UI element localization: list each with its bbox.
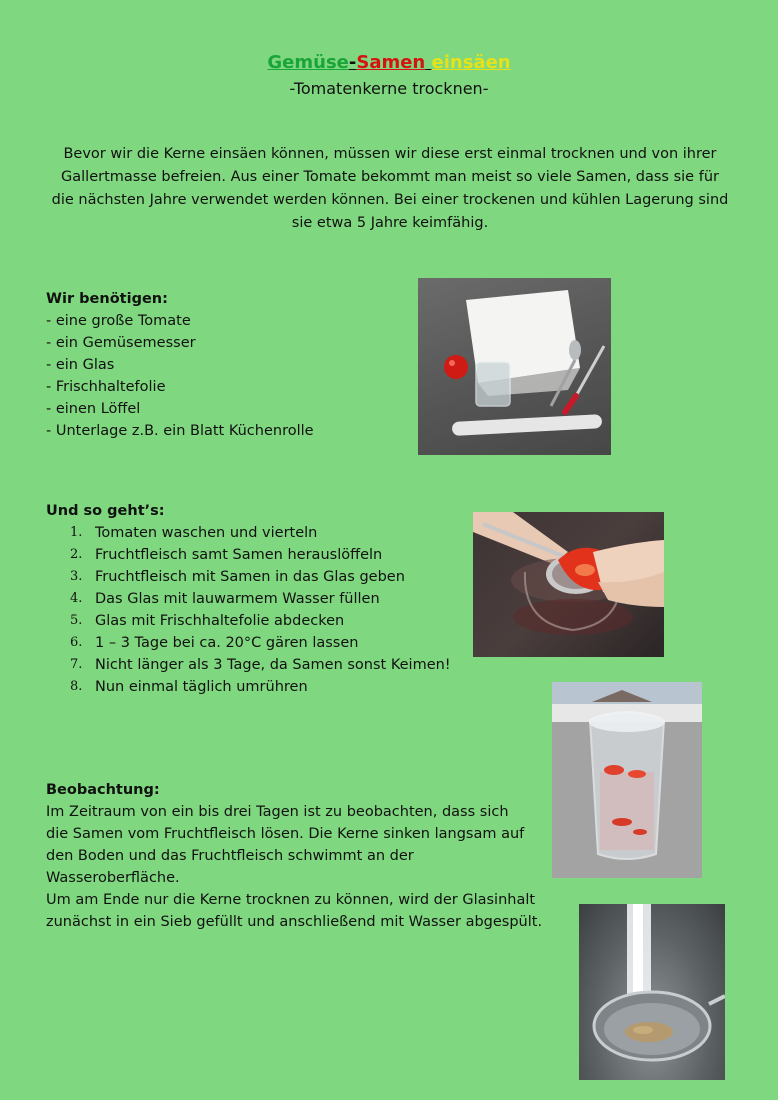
steps-list	[70, 522, 451, 698]
step-item	[70, 588, 451, 610]
step-number: 3.	[70, 569, 83, 584]
observation-line: den Boden und das Fruchtfleisch schwimmt an der	[46, 848, 414, 864]
step-text: Tomaten waschen und vierteln	[95, 525, 318, 541]
spoon-photo-drawing	[473, 512, 664, 657]
step-number: 6.	[70, 635, 83, 650]
page-title	[0, 50, 778, 76]
observation-line: die Samen vom Fruchtfleisch lösen. Die Kerne sinken langsam auf	[46, 826, 525, 842]
step-number: 4.	[70, 591, 83, 606]
materials-heading: Wir benötigen:	[46, 291, 168, 307]
step-text: Glas mit Frischhaltefolie abdecken	[95, 613, 345, 629]
step-item	[70, 632, 451, 654]
steps-heading: Und so geht’s:	[46, 503, 165, 519]
page-subtitle: -Tomatenkerne trocknen-	[289, 79, 489, 98]
title-einsaeen: einsäen	[431, 52, 511, 73]
step-text: Nicht länger als 3 Tage, da Samen sonst Keimen!	[95, 657, 451, 673]
observation-line: Um am Ende nur die Kerne trocknen zu können, wird der Glasinhalt	[46, 892, 536, 908]
step-number: 7.	[70, 657, 83, 672]
step-item	[70, 610, 451, 632]
step-item	[70, 654, 451, 676]
sieve-photo	[579, 904, 725, 1080]
step-text: Fruchtfleisch mit Samen in das Glas geben	[95, 569, 405, 585]
step-item	[70, 522, 451, 544]
materials-photo	[418, 278, 611, 455]
step-item	[70, 544, 451, 566]
step-item	[70, 566, 451, 588]
materials-item: - ein Glas	[46, 357, 115, 373]
step-text: Fruchtfleisch samt Samen herauslöffeln	[95, 547, 383, 563]
step-text: Nun einmal täglich umrühren	[95, 679, 308, 695]
intro-paragraph: Bevor wir die Kerne einsäen können, müssen wir diese erst einmal trocknen und von ihrer Gallertmasse befreien. Aus einer Tomate bekommt man meist so viele Samen, dass sie für die nächsten Jahre verwendet werden können. Bei einer trockenen und kühlen Lagerung sind sie etwa 5 Jahre keimfähig.	[51, 146, 729, 231]
materials-item: - eine große Tomate	[46, 313, 191, 329]
step-number: 1.	[70, 525, 83, 540]
materials-photo-drawing	[418, 278, 611, 455]
glass-photo	[552, 682, 702, 878]
spoon-photo	[473, 512, 664, 657]
materials-item: - einen Löffel	[46, 401, 141, 417]
title-samen: Samen	[356, 52, 426, 73]
materials-item: - Unterlage z.B. ein Blatt Küchenrolle	[46, 423, 314, 439]
step-text: Das Glas mit lauwarmem Wasser füllen	[95, 591, 380, 607]
materials-section	[46, 288, 314, 442]
title-gemuese: Gemüse	[267, 52, 349, 73]
step-number: 2.	[70, 547, 83, 562]
step-number: 8.	[70, 679, 83, 694]
observation-line: zunächst in ein Sieb gefüllt und anschließend mit Wasser abgespült.	[46, 914, 543, 930]
observation-heading: Beobachtung:	[46, 782, 160, 798]
step-text: 1 – 3 Tage bei ca. 20°C gären lassen	[95, 635, 359, 651]
step-number: 5.	[70, 613, 83, 628]
glass-photo-drawing	[552, 682, 702, 878]
observation-line: Im Zeitraum von ein bis drei Tagen ist zu beobachten, dass sich	[46, 804, 509, 820]
observation-line: Wasseroberfläche.	[46, 870, 180, 886]
sieve-photo-drawing	[579, 904, 725, 1080]
materials-item: - Frischhaltefolie	[46, 379, 166, 395]
materials-item: - ein Gemüsemesser	[46, 335, 196, 351]
observation-section	[46, 779, 566, 933]
title-dash: -	[348, 52, 357, 73]
step-item	[70, 676, 451, 698]
